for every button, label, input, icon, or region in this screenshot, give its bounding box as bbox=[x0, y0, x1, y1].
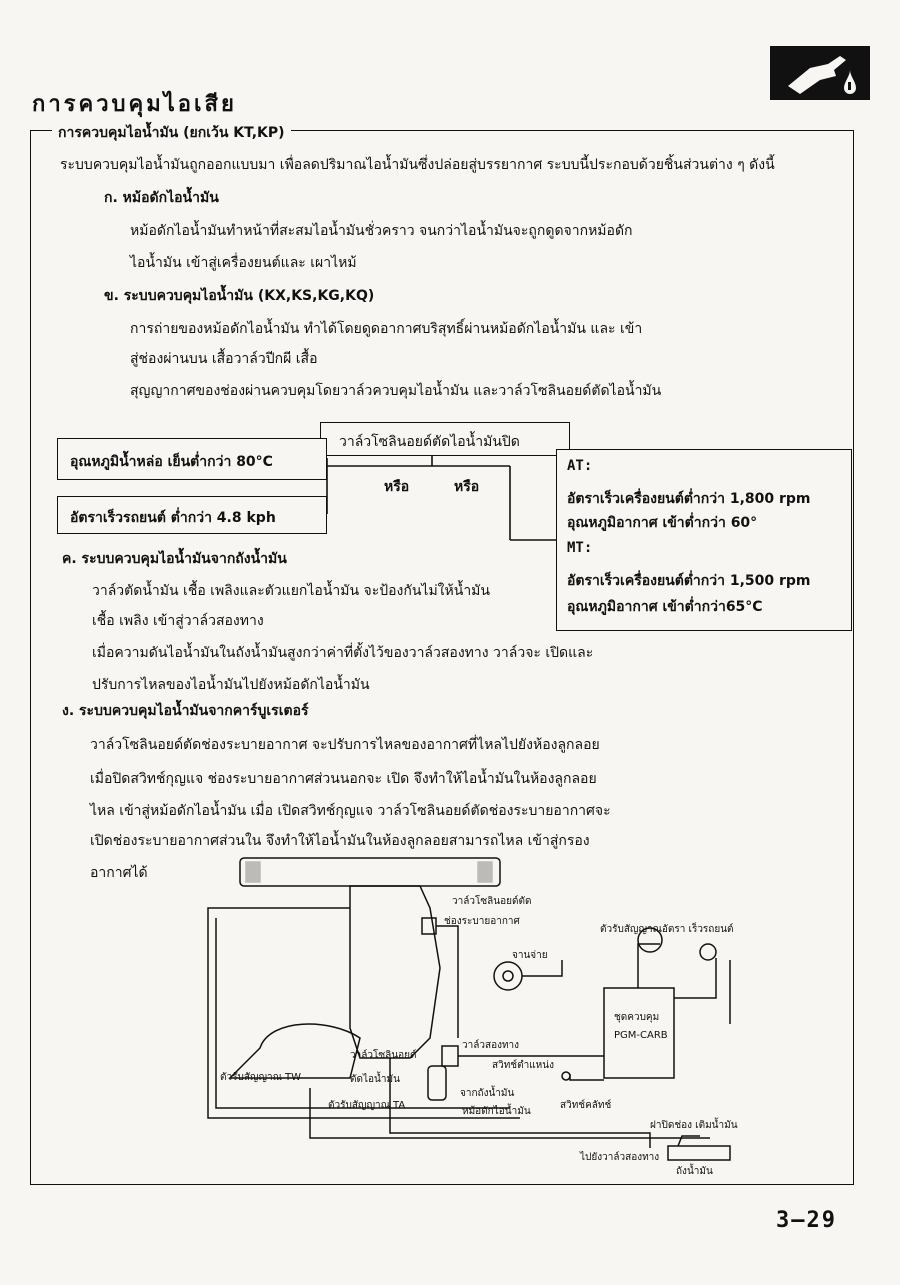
fuel-nozzle-icon bbox=[770, 46, 870, 100]
section-c-line: ปรับการไหลของไอน้ำมันไปยังหม้อดักไอน้ำมัน bbox=[92, 677, 370, 693]
section-d-line: เปิดช่องระบายอากาศส่วนใน จึงทำให้ไอน้ำมันในห้องลูกลอยสามารถไหล เข้าสู่กรอง bbox=[90, 833, 590, 849]
section-b-heading: ข. ระบบควบคุมไอน้ำมัน (KX,KS,KG,KQ) bbox=[104, 288, 375, 304]
intro-paragraph: ระบบควบคุมไอน้ำมันถูกออกแบบมา เพื่อลดปริมาณไอน้ำมันซึ่งปล่อยสู่บรรยากาศ ระบบนี้ประกอบด้วยชิ้นส่วนต่าง ๆ ดังนี้ bbox=[60, 157, 775, 173]
at-engine-speed: อัตราเร็วเครื่องยนต์ต่ำกว่า 1,800 rpm bbox=[567, 491, 811, 507]
at-label: AT: bbox=[567, 458, 593, 474]
evap-system-diagram bbox=[190, 848, 750, 1178]
solenoid-cut-label: วาล์วโซลินอยด์ตัดไอน้ำมันปิด bbox=[339, 434, 520, 450]
two-way-valve bbox=[442, 1046, 458, 1066]
at-intake-temp: อุณหภูมิอากาศ เข้าต่ำกว่า 60° bbox=[567, 515, 758, 531]
diagram-label: ตัวรับสัญญาณ TA bbox=[328, 1100, 406, 1111]
or-label: หรือ bbox=[454, 479, 480, 495]
diagram-label: ช่องระบายอากาศ bbox=[444, 916, 520, 927]
air-cleaner bbox=[240, 858, 500, 886]
clutch-switch bbox=[562, 1072, 570, 1080]
section-b-line: สู่ช่องผ่านบน เสื้อวาล์วปีกผี เสื้อ bbox=[130, 351, 318, 367]
diagram-label: ตัดไอน้ำมัน bbox=[350, 1074, 400, 1085]
page-number: 3–29 bbox=[776, 1208, 837, 1233]
mt-label: MT: bbox=[567, 540, 593, 556]
diagram-label: ฝาปิดช่อง เติมน้ำมัน bbox=[650, 1120, 738, 1131]
diagram-label: หม้อดักไอน้ำมัน bbox=[462, 1106, 531, 1117]
coolant-temp-label: อุณหภูมิน้ำหล่อ เย็นต่ำกว่า 80°C bbox=[70, 454, 273, 470]
diagram-label: สวิทช์คลัทช์ bbox=[560, 1100, 612, 1111]
section-d-line: วาล์วโซลินอยด์ตัดช่องระบายอากาศ จะปรับการไหลของอากาศที่ไหลไปยังห้องลูกลอย bbox=[90, 737, 600, 753]
vehicle-speed-box bbox=[57, 496, 327, 534]
diagram-label: จานจ่าย bbox=[512, 950, 548, 961]
diagram-label: ตัวรับสัญญาณอัตรา เร็วรถยนต์ bbox=[600, 924, 734, 935]
section-c-line: เชื้อ เพลิง เข้าสู่วาล์วสองทาง bbox=[92, 613, 264, 629]
or-label: หรือ bbox=[384, 479, 410, 495]
section-a-line: ไอน้ำมัน เข้าสู่เครื่องยนต์และ เผาไหม้ bbox=[130, 255, 357, 271]
frame-title: การควบคุมไอน้ำมัน (ยกเว้น KT,KP) bbox=[52, 122, 291, 144]
transmission bbox=[230, 1024, 360, 1078]
mt-intake-temp: อุณหภูมิอากาศ เข้าต่ำกว่า65°C bbox=[567, 599, 763, 615]
coolant-temp-box bbox=[57, 438, 327, 480]
section-b-line: สุญญากาศของช่องผ่านควบคุมโดยวาล์วควบคุมไอน้ำมัน และวาล์วโซลินอยด์ตัดไอน้ำมัน bbox=[130, 383, 662, 399]
distributor bbox=[494, 962, 522, 990]
canister bbox=[428, 1066, 446, 1100]
section-c-heading: ค. ระบบควบคุมไอน้ำมันจากถังน้ำมัน bbox=[62, 551, 287, 567]
section-a-line: หม้อดักไอน้ำมันทำหน้าที่สะสมไอน้ำมันชั่วคราว จนกว่าไอน้ำมันจะถูกดูดจากหม้อดัก bbox=[130, 223, 633, 239]
section-c-line: เมื่อความดันไอน้ำมันในถังน้ำมันสูงกว่าค่าที่ตั้งไว้ของวาล์วสองทาง วาล์วจะ เปิดและ bbox=[92, 645, 594, 661]
section-title: การควบคุมไอเสีย bbox=[32, 92, 237, 117]
solenoid-cut-box bbox=[320, 422, 570, 456]
diagram-label: ชุดควบคุม bbox=[614, 1012, 660, 1023]
at-mt-conditions-box bbox=[556, 449, 852, 631]
section-b-line: การถ่ายของหม้อดักไอน้ำมัน ทำได้โดยดูดอากาศบริสุทธิ์ผ่านหม้อดักไอน้ำมัน และ เข้า bbox=[130, 321, 643, 337]
mt-engine-speed: อัตราเร็วเครื่องยนต์ต่ำกว่า 1,500 rpm bbox=[567, 573, 811, 589]
diagram-label: สวิทช์ตำแหน่ง bbox=[492, 1060, 554, 1071]
section-a-heading: ก. หม้อดักไอน้ำมัน bbox=[104, 190, 219, 206]
section-d-line: ไหล เข้าสู่หม้อดักไอน้ำมัน เมื่อ เปิดสวิทช์กุญแจ วาล์วโซลินอยด์ตัดช่องระบายอากาศจะ bbox=[90, 803, 611, 819]
section-d-line: อากาศได้ bbox=[90, 865, 148, 881]
diagram-label: จากถังน้ำมัน bbox=[460, 1088, 515, 1099]
diagram-label: วาล์วโซลินอยด์ตัด bbox=[452, 896, 532, 907]
section-d-heading: ง. ระบบควบคุมไอน้ำมันจากคาร์บูเรเตอร์ bbox=[62, 703, 309, 719]
diagram-label: ถังน้ำมัน bbox=[676, 1166, 713, 1177]
section-d-line: เมื่อปิดสวิทช์กุญแจ ช่องระบายอากาศส่วนนอกจะ เปิด จึงทำให้ไอน้ำมันในห้องลูกลอย bbox=[90, 771, 597, 787]
fuel-tank bbox=[668, 1146, 730, 1160]
section-c-line: วาล์วตัดน้ำมัน เชื้อ เพลิงและตัวแยกไอน้ำมัน จะป้องกันไม่ให้น้ำมัน bbox=[92, 583, 490, 599]
diagram-label: PGM-CARB bbox=[614, 1030, 668, 1041]
diagram-label: ไปยังวาล์วสองทาง bbox=[580, 1152, 660, 1163]
diagram-label: ตัวรับสัญญาณ TW bbox=[220, 1072, 302, 1083]
diagram-label: วาล์วสองทาง bbox=[462, 1040, 520, 1051]
vehicle-speed-label: อัตราเร็วรถยนต์ ต่ำกว่า 4.8 kph bbox=[70, 510, 276, 526]
engine-block bbox=[350, 886, 440, 1058]
diagram-label: วาล์วโซลินอยด์ bbox=[350, 1050, 417, 1061]
